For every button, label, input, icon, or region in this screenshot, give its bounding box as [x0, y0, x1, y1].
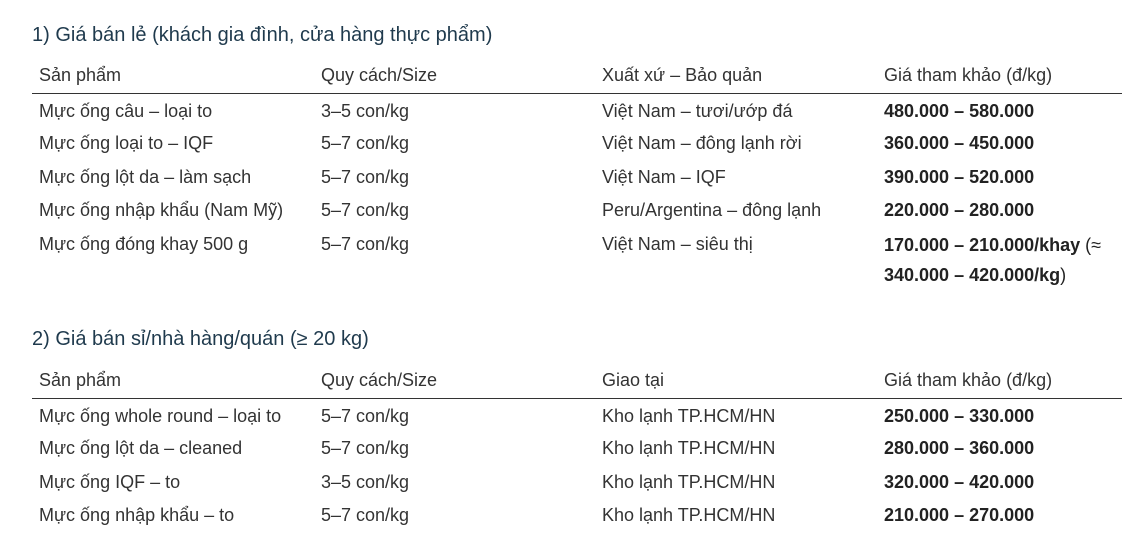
table-row [32, 399, 1122, 433]
product-cell: Mực ống lột da – làm sạch [39, 166, 252, 187]
origin-cell: Việt Nam – đông lạnh rời [602, 133, 802, 153]
table-row [32, 499, 1122, 533]
table-header-row [32, 60, 1122, 94]
product-cell: Mực ống nhập khẩu – to [39, 505, 235, 525]
table-header-row [32, 365, 1122, 399]
table-row [32, 127, 1122, 161]
column-header-product: Sản phẩm [32, 365, 314, 399]
table-row [32, 228, 1122, 290]
size-cell: 5–7 con/kg [321, 133, 410, 153]
size-cell: 3–5 con/kg [321, 471, 410, 492]
product-cell: Mực ống nhập khẩu (Nam Mỹ) [39, 200, 284, 220]
table-row [32, 161, 1122, 195]
table-row [32, 432, 1122, 466]
column-header-product: Sản phẩm [32, 60, 314, 94]
origin-cell: Peru/Argentina – đông lạnh [602, 200, 822, 220]
size-cell: 3–5 con/kg [321, 101, 410, 121]
table-row [32, 466, 1122, 500]
column-header-size: Quy cách/Size [314, 365, 595, 399]
product-cell: Mực ống đóng khay 500 g [39, 233, 249, 254]
size-cell: 5–7 con/kg [321, 233, 410, 254]
table-row [32, 94, 1122, 128]
retail-section-title: 1) Giá bán lẻ (khách gia đình, cửa hàng thực phẩm) [32, 24, 493, 46]
column-header-size: Quy cách/Size [314, 60, 595, 94]
origin-cell: Việt Nam – siêu thị [602, 233, 753, 254]
size-cell: 5–7 con/kg [321, 505, 410, 525]
product-cell: Mực ống lột da – cleaned [39, 438, 243, 458]
price-cell [877, 228, 1122, 290]
approx-note-close: ) [1060, 264, 1067, 285]
delivery-cell: Kho lạnh TP.HCM/HN [602, 505, 776, 525]
table-row [32, 194, 1122, 228]
price-cell: 480.000 – 580.000 [884, 101, 1035, 121]
size-cell: 5–7 con/kg [321, 166, 410, 187]
origin-cell: Việt Nam – tươi/ướp đá [602, 101, 793, 121]
price-cell: 280.000 – 360.000 [884, 438, 1035, 458]
delivery-cell: Kho lạnh TP.HCM/HN [602, 406, 776, 426]
size-cell: 5–7 con/kg [321, 200, 410, 220]
price-cell: 220.000 – 280.000 [884, 200, 1035, 220]
product-cell: Mực ống câu – loại to [39, 101, 213, 121]
approx-note-open: (≈ [1080, 234, 1102, 255]
delivery-cell: Kho lạnh TP.HCM/HN [602, 471, 776, 492]
per-kg-price: 340.000 – 420.000/kg [884, 264, 1061, 285]
delivery-cell: Kho lạnh TP.HCM/HN [602, 438, 776, 458]
tray-price: 170.000 – 210.000/khay [884, 234, 1081, 255]
retail-price-table [32, 60, 1122, 290]
wholesale-section-title: 2) Giá bán sỉ/nhà hàng/quán (≥ 20 kg) [32, 328, 369, 350]
wholesale-price-table [32, 365, 1122, 533]
price-cell: 210.000 – 270.000 [884, 505, 1035, 525]
column-header-origin: Xuất xứ – Bảo quản [595, 60, 877, 94]
origin-cell: Việt Nam – IQF [602, 166, 726, 187]
column-header-price: Giá tham khảo (đ/kg) [877, 60, 1122, 94]
product-cell: Mực ống whole round – loại to [39, 406, 282, 426]
product-cell: Mực ống IQF – to [39, 471, 181, 492]
price-cell: 320.000 – 420.000 [884, 471, 1035, 492]
size-cell: 5–7 con/kg [321, 438, 410, 458]
price-cell: 360.000 – 450.000 [884, 133, 1035, 153]
size-cell: 5–7 con/kg [321, 406, 410, 426]
price-cell: 250.000 – 330.000 [884, 406, 1035, 426]
product-cell: Mực ống loại to – IQF [39, 133, 214, 153]
price-cell: 390.000 – 520.000 [884, 166, 1035, 187]
column-header-delivery: Giao tại [595, 365, 877, 399]
column-header-price: Giá tham khảo (đ/kg) [877, 365, 1122, 399]
